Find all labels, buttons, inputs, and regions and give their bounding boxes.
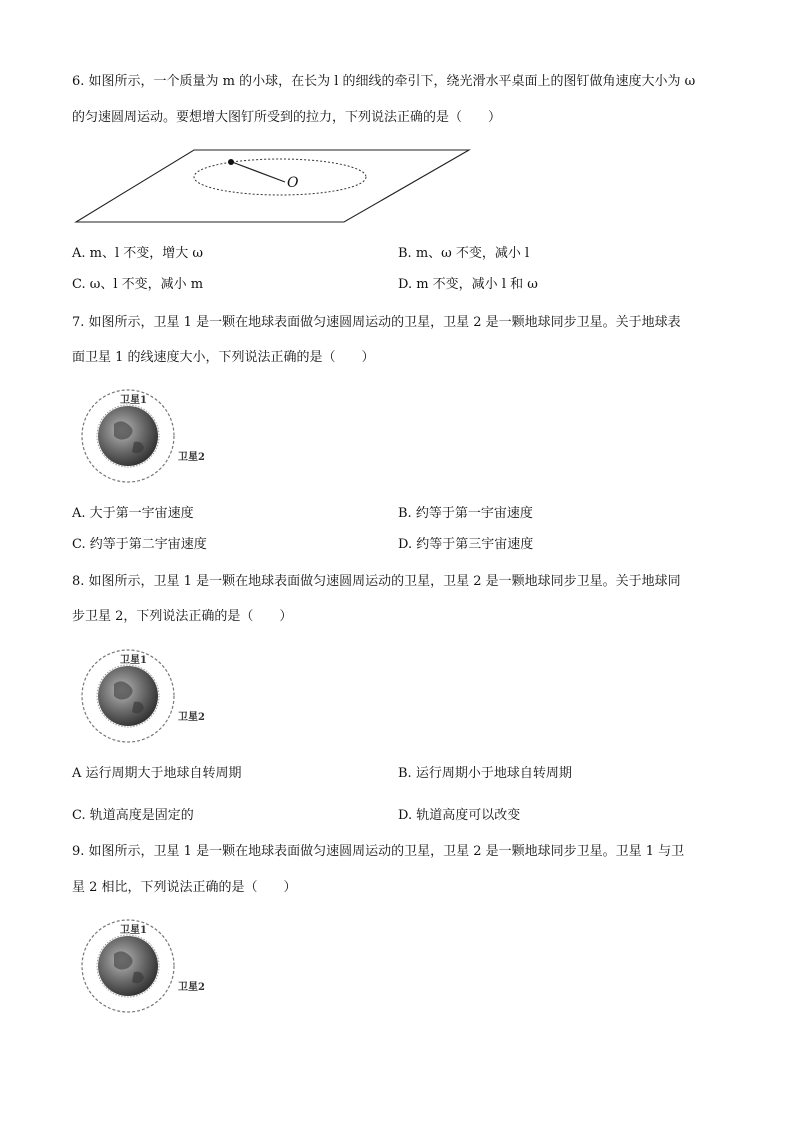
q6-stem-line1: 6. 如图所示，一个质量为 m 的小球，在长为 l 的细线的牵引下，绕光滑水平桌面上的图钉做角速度大小为 ω bbox=[72, 74, 696, 89]
q8-option-b: B. 运行周期小于地球自转周期 bbox=[398, 766, 572, 781]
q9-satellite-figure bbox=[80, 918, 220, 1018]
satellite2-label: 卫星2 bbox=[178, 452, 205, 463]
satellite2-label: 卫星2 bbox=[178, 712, 205, 723]
q7-stem-line1: 7. 如图所示，卫星 1 是一颗在地球表面做匀速圆周运动的卫星，卫星 2 是一颗地球同步卫星。关于地球表 bbox=[72, 315, 681, 330]
q6-stem-line2: 的匀速圆周运动。要想增大图钉所受到的拉力，下列说法正确的是（ ） bbox=[72, 110, 502, 125]
satellite2-label: 卫星2 bbox=[178, 982, 205, 993]
q6-table-figure bbox=[74, 146, 474, 226]
q8-option-a: A 运行周期大于地球自转周期 bbox=[72, 766, 242, 781]
q7-option-d: D. 约等于第三宇宙速度 bbox=[398, 537, 534, 552]
q9-stem-line2: 星 2 相比，下列说法正确的是（ ） bbox=[72, 880, 297, 895]
q6-option-b: B. m、ω 不变，减小 l bbox=[398, 246, 530, 261]
q7-option-b: B. 约等于第一宇宙速度 bbox=[398, 506, 533, 521]
q7-option-c: C. 约等于第二宇宙速度 bbox=[72, 537, 207, 552]
q7-stem-line2: 面卫星 1 的线速度大小，下列说法正确的是（ ） bbox=[72, 350, 375, 365]
q8-option-d: D. 轨道高度可以改变 bbox=[398, 808, 521, 823]
q6-option-a: A. m、l 不变，增大 ω bbox=[72, 246, 204, 261]
satellite1-label: 卫星1 bbox=[120, 655, 147, 666]
q8-stem-line1: 8. 如图所示，卫星 1 是一颗在地球表面做匀速圆周运动的卫星，卫星 2 是一颗地球同步卫星。关于地球同 bbox=[72, 574, 681, 589]
q8-stem-line2: 步卫星 2，下列说法正确的是（ ） bbox=[72, 609, 293, 624]
ball-dot bbox=[228, 159, 234, 165]
q8-option-c: C. 轨道高度是固定的 bbox=[72, 808, 194, 823]
q7-satellite-figure bbox=[80, 388, 220, 488]
q8-satellite-figure bbox=[80, 648, 220, 748]
satellite1-label: 卫星1 bbox=[120, 925, 147, 936]
q7-option-a: A. 大于第一宇宙速度 bbox=[72, 506, 194, 521]
q6-option-c: C. ω、l 不变，减小 m bbox=[72, 277, 204, 292]
q6-option-d: D. m 不变，减小 l 和 ω bbox=[398, 277, 538, 292]
center-label-o: O bbox=[287, 175, 299, 191]
satellite1-label: 卫星1 bbox=[120, 395, 147, 406]
q9-stem-line1: 9. 如图所示，卫星 1 是一颗在地球表面做匀速圆周运动的卫星，卫星 2 是一颗地球同步卫星。卫星 1 与卫 bbox=[72, 844, 685, 859]
